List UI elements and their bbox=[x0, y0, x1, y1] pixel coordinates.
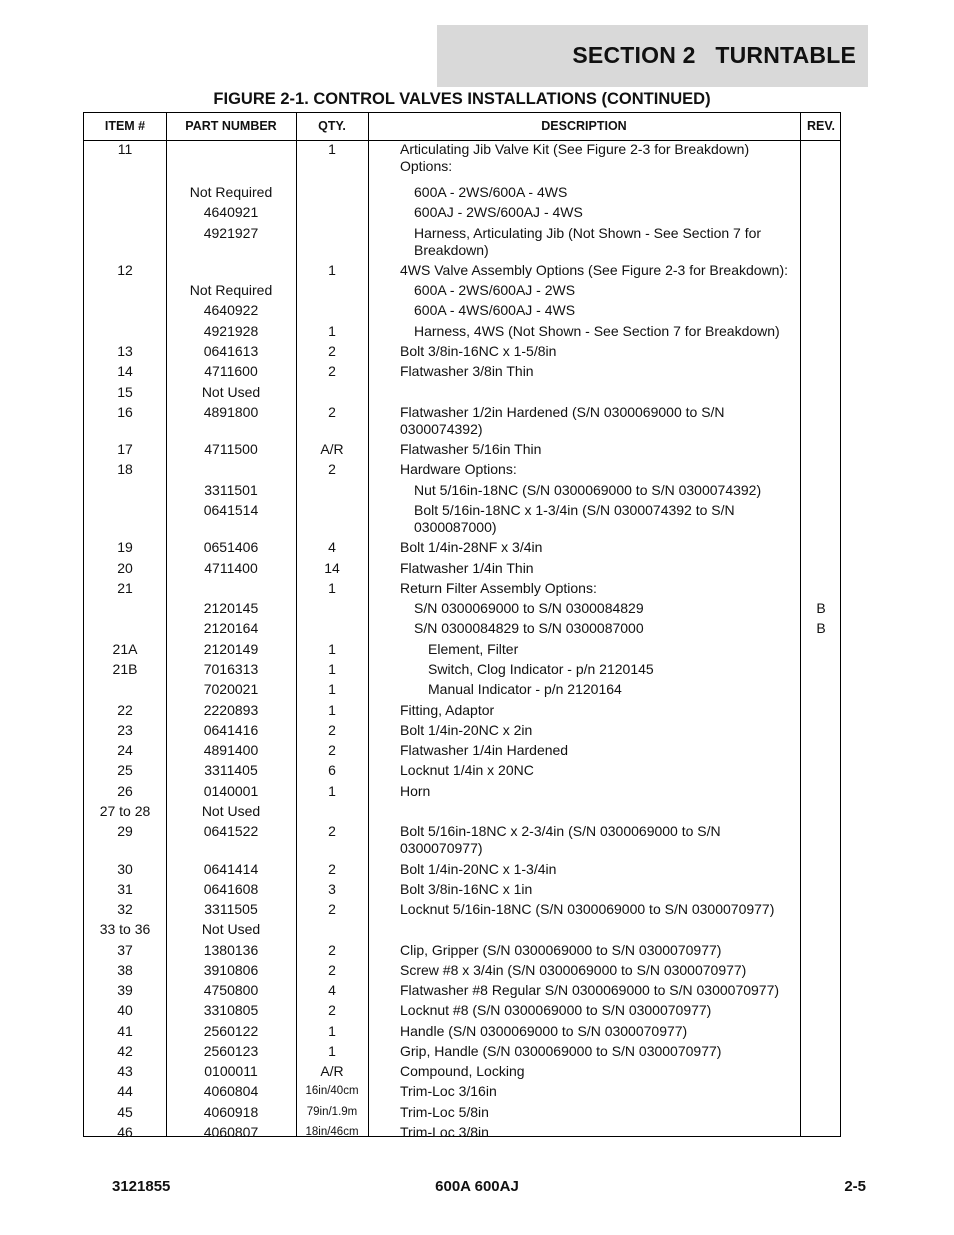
part-number-cell: Not Used bbox=[201, 921, 261, 937]
qty-cell: 2 bbox=[328, 823, 336, 839]
item-number-cell: 17 bbox=[117, 441, 133, 457]
qty-cell: 2 bbox=[328, 742, 336, 758]
description-cell: Nut 5/16in-18NC (S/N 0300069000 to S/N 0300074392) bbox=[414, 482, 762, 498]
qty-cell: 1 bbox=[328, 1023, 336, 1039]
qty-cell: 1 bbox=[328, 580, 336, 596]
description-cell: Bolt 5/16in-18NC x 1-3/4in (S/N 0300074392 to S/N 0300087000) bbox=[414, 502, 735, 535]
section-title: SECTION 2 TURNTABLE bbox=[572, 42, 856, 68]
item-number-cell: 25 bbox=[117, 762, 133, 778]
description-cell: Flatwasher 1/2in Hardened (S/N 0300069000 to S/N 0300074392) bbox=[400, 404, 725, 437]
column-header-qty: QTY. bbox=[318, 119, 346, 133]
item-number-cell: 40 bbox=[117, 1002, 133, 1018]
qty-cell: 2 bbox=[328, 962, 336, 978]
part-number-cell: 2120149 bbox=[203, 641, 259, 657]
figure-title: FIGURE 2-1. CONTROL VALVES INSTALLATIONS (CONTINUED) bbox=[213, 90, 711, 108]
item-number-cell: 16 bbox=[117, 404, 133, 420]
item-number-cell: 21B bbox=[112, 661, 138, 677]
description-cell: Flatwasher 5/16in Thin bbox=[400, 441, 542, 457]
description-cell: Switch, Clog Indicator - p/n 2120145 bbox=[428, 661, 654, 677]
part-number-cell: 1380136 bbox=[203, 942, 259, 958]
description-cell: Clip, Gripper (S/N 0300069000 to S/N 0300070977) bbox=[400, 942, 722, 958]
part-number-cell: 4060807 bbox=[203, 1124, 259, 1140]
description-cell: Element, Filter bbox=[428, 641, 519, 657]
description-cell: Trim-Loc 3/8in bbox=[400, 1124, 489, 1140]
qty-cell: 6 bbox=[328, 762, 336, 778]
item-number-cell: 44 bbox=[117, 1083, 133, 1099]
item-number-cell: 21 bbox=[117, 580, 133, 596]
item-number-cell: 27 to 28 bbox=[99, 803, 151, 819]
item-number-cell: 42 bbox=[117, 1043, 133, 1059]
qty-cell: 1 bbox=[328, 323, 336, 339]
description-cell: Compound, Locking bbox=[400, 1063, 525, 1079]
item-number-cell: 11 bbox=[117, 141, 133, 157]
qty-cell: 1 bbox=[328, 702, 336, 718]
description-cell: Grip, Handle (S/N 0300069000 to S/N 0300070977) bbox=[400, 1043, 722, 1059]
part-number-cell: 4891400 bbox=[203, 742, 259, 758]
part-number-cell: 0651406 bbox=[203, 539, 259, 555]
description-cell: Handle (S/N 0300069000 to S/N 0300070977) bbox=[400, 1023, 688, 1039]
description-cell: Flatwasher #8 Regular S/N 0300069000 to S/N 0300070977) bbox=[400, 982, 780, 998]
qty-cell: 2 bbox=[328, 461, 336, 477]
qty-cell: 16in/40cm bbox=[305, 1085, 359, 1097]
description-cell: Screw #8 x 3/4in (S/N 0300069000 to S/N 0300070977) bbox=[400, 962, 747, 978]
part-number-cell: 4640921 bbox=[203, 204, 259, 220]
qty-cell: A/R bbox=[320, 441, 344, 457]
description-cell: 4WS Valve Assembly Options (See Figure 2-3 for Breakdown): bbox=[400, 262, 789, 278]
item-number-cell: 19 bbox=[117, 539, 133, 555]
item-number-cell: 46 bbox=[117, 1124, 133, 1140]
description-cell: Locknut #8 (S/N 0300069000 to S/N 0300070977) bbox=[400, 1002, 712, 1018]
item-number-cell: 20 bbox=[117, 560, 133, 576]
description-cell: Fitting, Adaptor bbox=[400, 702, 495, 718]
description-cell: Bolt 3/8in-16NC x 1in bbox=[400, 881, 533, 897]
qty-cell: 2 bbox=[328, 404, 336, 420]
part-number-cell: 4891800 bbox=[203, 404, 259, 420]
part-number-cell: 2120145 bbox=[203, 600, 259, 616]
description-cell: S/N 0300069000 to S/N 0300084829 bbox=[414, 600, 644, 616]
description-cell: Harness, Articulating Jib (Not Shown - See Section 7 for Breakdown) bbox=[414, 225, 762, 258]
rev-cell: B bbox=[816, 600, 826, 616]
part-number-cell: 0641522 bbox=[203, 823, 259, 839]
part-number-cell: 4711500 bbox=[204, 441, 258, 457]
column-divider bbox=[368, 113, 369, 1136]
item-number-cell: 14 bbox=[117, 363, 133, 379]
description-cell: Locknut 5/16in-18NC (S/N 0300069000 to S/N 0300070977) bbox=[400, 901, 775, 917]
part-number-cell: 4750800 bbox=[203, 982, 259, 998]
qty-cell: 1 bbox=[328, 1043, 336, 1059]
qty-cell: 2 bbox=[328, 901, 336, 917]
item-number-cell: 12 bbox=[117, 262, 133, 278]
footer-model: 600A 600AJ bbox=[435, 1178, 519, 1195]
part-number-cell: 0641514 bbox=[203, 502, 259, 518]
part-number-cell: Not Required bbox=[189, 184, 273, 200]
qty-cell: 2 bbox=[328, 861, 336, 877]
part-number-cell: 4711600 bbox=[204, 363, 258, 379]
part-number-cell: 0100011 bbox=[204, 1063, 258, 1079]
rev-cell: B bbox=[816, 620, 826, 636]
qty-cell: 3 bbox=[328, 881, 336, 897]
section-header-box bbox=[437, 25, 868, 87]
description-cell: S/N 0300084829 to S/N 0300087000 bbox=[414, 620, 644, 636]
item-number-cell: 18 bbox=[117, 461, 133, 477]
qty-cell: 1 bbox=[328, 262, 336, 278]
part-number-cell: Not Used bbox=[201, 384, 261, 400]
item-number-cell: 45 bbox=[117, 1104, 133, 1120]
qty-cell: 14 bbox=[324, 560, 340, 576]
description-cell: Flatwasher 1/4in Thin bbox=[400, 560, 534, 576]
item-number-cell: 32 bbox=[117, 901, 133, 917]
part-number-cell: 4060918 bbox=[203, 1104, 259, 1120]
description-cell: Trim-Loc 5/8in bbox=[400, 1104, 489, 1120]
part-number-cell: 7020021 bbox=[203, 681, 259, 697]
description-cell: Return Filter Assembly Options: bbox=[400, 580, 597, 596]
description-cell: 600AJ - 2WS/600AJ - 4WS bbox=[414, 204, 583, 220]
item-number-cell: 43 bbox=[117, 1063, 133, 1079]
column-header-rev: REV. bbox=[806, 119, 836, 133]
item-number-cell: 26 bbox=[117, 783, 133, 799]
part-number-cell: 3910806 bbox=[203, 962, 259, 978]
description-cell: 600A - 4WS/600AJ - 4WS bbox=[414, 302, 576, 318]
part-number-cell: 4640922 bbox=[203, 302, 259, 318]
column-header-part-number: PART NUMBER bbox=[185, 119, 277, 133]
qty-cell: 1 bbox=[328, 141, 336, 157]
item-number-cell: 15 bbox=[117, 384, 133, 400]
item-number-cell: 23 bbox=[117, 722, 133, 738]
description-cell: Bolt 5/16in-18NC x 2-3/4in (S/N 0300069000 to S/N 0300070977) bbox=[400, 823, 721, 856]
item-number-cell: 31 bbox=[117, 881, 133, 897]
part-number-cell: 4711400 bbox=[204, 560, 258, 576]
part-number-cell: 0641416 bbox=[203, 722, 259, 738]
description-cell: Trim-Loc 3/16in bbox=[400, 1083, 497, 1099]
part-number-cell: 2560122 bbox=[203, 1023, 259, 1039]
description-cell: Bolt 1/4in-28NF x 3/4in bbox=[400, 539, 543, 555]
qty-cell: 2 bbox=[328, 942, 336, 958]
item-number-cell: 38 bbox=[117, 962, 133, 978]
part-number-cell: 2120164 bbox=[203, 620, 259, 636]
qty-cell: 1 bbox=[328, 681, 336, 697]
column-header-item: ITEM # bbox=[104, 119, 146, 133]
qty-cell: 2 bbox=[328, 1002, 336, 1018]
description-cell: Harness, 4WS (Not Shown - See Section 7 for Breakdown) bbox=[414, 323, 780, 339]
qty-cell: 2 bbox=[328, 343, 336, 359]
qty-cell: 2 bbox=[328, 722, 336, 738]
footer-page-number: 2-5 bbox=[844, 1178, 866, 1195]
footer-doc-number: 3121855 bbox=[112, 1178, 171, 1195]
item-number-cell: 21A bbox=[112, 641, 138, 657]
qty-cell: 1 bbox=[328, 641, 336, 657]
column-header-description: DESCRIPTION bbox=[541, 119, 627, 133]
item-number-cell: 39 bbox=[117, 982, 133, 998]
qty-cell: 18in/46cm bbox=[305, 1126, 359, 1138]
part-number-cell: 3310805 bbox=[203, 1002, 259, 1018]
description-cell: 600A - 2WS/600AJ - 2WS bbox=[414, 282, 576, 298]
part-number-cell: Not Required bbox=[189, 282, 273, 298]
description-cell: Bolt 1/4in-20NC x 1-3/4in bbox=[400, 861, 557, 877]
part-number-cell: 7016313 bbox=[203, 661, 259, 677]
item-number-cell: 24 bbox=[117, 742, 133, 758]
part-number-cell: 3311405 bbox=[204, 762, 258, 778]
part-number-cell: 4921927 bbox=[203, 225, 259, 241]
item-number-cell: 37 bbox=[117, 942, 133, 958]
qty-cell: 2 bbox=[328, 363, 336, 379]
qty-cell: 1 bbox=[328, 661, 336, 677]
item-number-cell: 13 bbox=[117, 343, 133, 359]
description-cell: Locknut 1/4in x 20NC bbox=[400, 762, 534, 778]
part-number-cell: 3311501 bbox=[204, 482, 258, 498]
part-number-cell: 2220893 bbox=[203, 702, 259, 718]
qty-cell: 1 bbox=[328, 783, 336, 799]
part-number-cell: 2560123 bbox=[203, 1043, 259, 1059]
item-number-cell: 41 bbox=[117, 1023, 133, 1039]
description-cell: Bolt 1/4in-20NC x 2in bbox=[400, 722, 533, 738]
description-cell: Manual Indicator - p/n 2120164 bbox=[428, 681, 622, 697]
parts-table bbox=[83, 112, 841, 1140]
part-number-cell: 0140001 bbox=[203, 783, 259, 799]
part-number-cell: 4060804 bbox=[203, 1083, 259, 1099]
part-number-cell: 0641608 bbox=[203, 881, 259, 897]
part-number-cell: 0641613 bbox=[203, 343, 259, 359]
part-number-cell: 4921928 bbox=[203, 323, 259, 339]
item-number-cell: 22 bbox=[117, 702, 133, 718]
item-number-cell: 30 bbox=[117, 861, 133, 877]
description-cell: Hardware Options: bbox=[400, 461, 517, 477]
part-number-cell: 0641414 bbox=[203, 861, 259, 877]
description-cell: Flatwasher 3/8in Thin bbox=[400, 363, 534, 379]
qty-cell: 79in/1.9m bbox=[306, 1106, 358, 1118]
qty-cell: A/R bbox=[320, 1063, 344, 1079]
part-number-cell: Not Used bbox=[201, 803, 261, 819]
part-number-cell: 3311505 bbox=[204, 901, 258, 917]
item-number-cell: 29 bbox=[117, 823, 133, 839]
description-cell: Bolt 3/8in-16NC x 1-5/8in bbox=[400, 343, 557, 359]
description-cell: Horn bbox=[400, 783, 431, 799]
item-number-cell: 33 to 36 bbox=[99, 921, 151, 937]
qty-cell: 4 bbox=[328, 539, 336, 555]
qty-cell: 4 bbox=[328, 982, 336, 998]
description-cell: 600A - 2WS/600A - 4WS bbox=[414, 184, 568, 200]
description-cell: Articulating Jib Valve Kit (See Figure 2-3 for Breakdown) Options: bbox=[400, 141, 750, 174]
description-cell: Flatwasher 1/4in Hardened bbox=[400, 742, 569, 758]
